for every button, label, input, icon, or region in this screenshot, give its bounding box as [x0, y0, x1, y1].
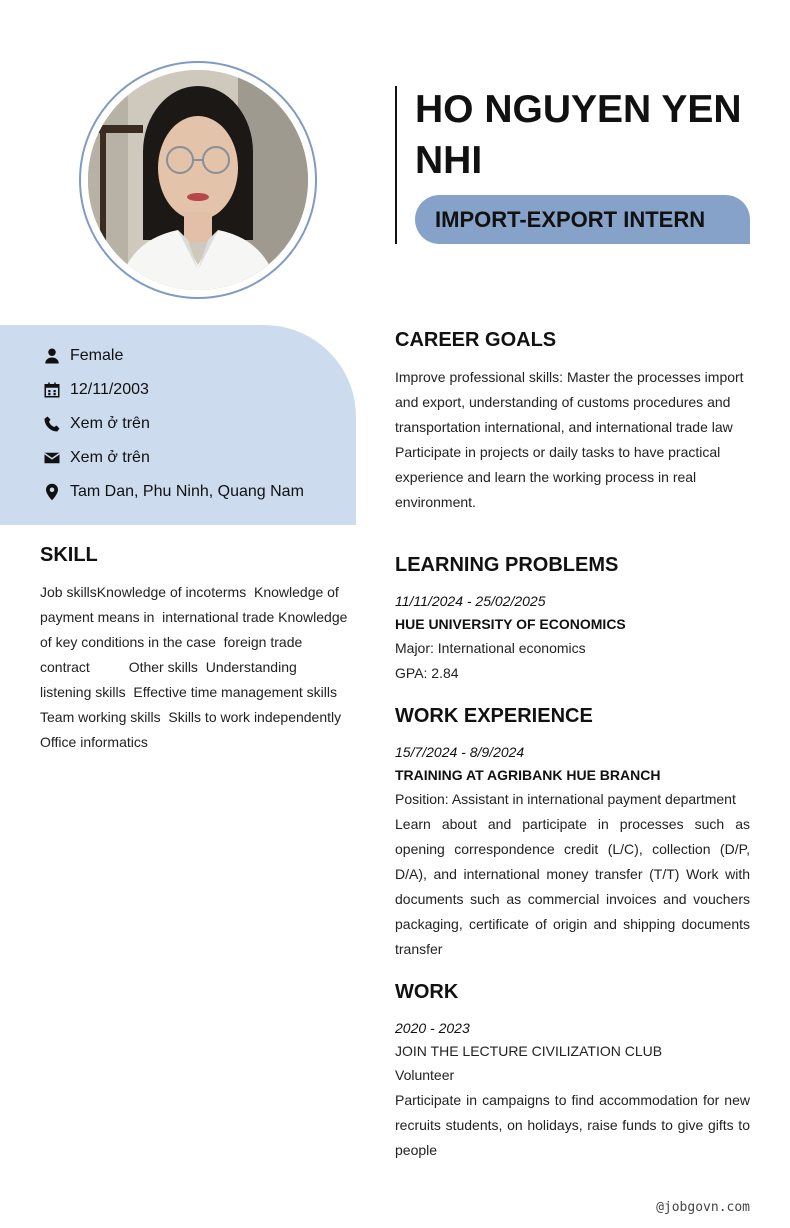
contact-email [42, 447, 352, 469]
skill-heading: SKILL [40, 544, 98, 566]
work-experience-org: TRAINING AT AGRIBANK HUE BRANCH [395, 767, 661, 783]
calendar-icon [42, 380, 62, 400]
contact-address-text: Tam Dan, Phu Ninh, Quang Nam [70, 483, 304, 500]
contact-gender-text: Female [70, 347, 124, 364]
mail-icon [42, 448, 62, 468]
contact-phone-text: Xem ở trên [70, 415, 150, 432]
career-goals-heading: CAREER GOALS [395, 329, 557, 351]
work-experience-position: Position: Assistant in international payment department [395, 791, 736, 807]
role-title: IMPORT-EXPORT INTERN [435, 207, 706, 232]
work-org: JOIN THE LECTURE CIVILIZATION CLUB [395, 1043, 663, 1059]
contact-address [42, 481, 352, 503]
learning-heading: LEARNING PROBLEMS [395, 554, 619, 576]
learning-gpa: GPA: 2.84 [395, 665, 459, 681]
learning-major: Major: International economics [395, 640, 586, 656]
location-pin-icon [42, 482, 62, 502]
contact-email-text: Xem ở trên [70, 449, 150, 466]
contact-phone [42, 413, 352, 435]
watermark: @jobgovn.com [656, 1200, 750, 1215]
work-experience-body: Learn about and participate in processes such as opening correspondence credit (L/C), collection (D/P, D/A), and international money transfer (T/T) Work with documents such as commercial invoices and vouchers packaging, certificate of origin and shipping documents transfer [395, 816, 750, 957]
name-divider [395, 86, 397, 244]
work-experience-heading: WORK EXPERIENCE [395, 705, 593, 727]
contact-gender [42, 345, 352, 367]
role-badge [415, 195, 750, 244]
learning-dates: 11/11/2024 - 25/02/2025 [395, 593, 546, 609]
learning-school: HUE UNIVERSITY OF ECONOMICS [395, 616, 626, 632]
contact-birthdate [42, 379, 352, 401]
career-goals-body: Improve professional skills: Master the processes import and export, understanding of customs procedures and transportation international, and international trade law Participate in projects or daily tasks to have practical experience and learn the working process in real environment. [395, 369, 744, 510]
work-body: Participate in campaigns to find accommodation for new recruits students, on holidays, raise funds to give gifts to people [395, 1092, 750, 1158]
phone-icon [42, 414, 62, 434]
skill-body: Job skillsKnowledge of incoterms Knowledge of payment means in international trade Knowledge of key conditions in the case foreign trade contract Other skills Understanding listening skills Effective time management skills Team working skills Skills to work independently Office informatics [40, 584, 352, 750]
work-experience-dates: 15/7/2024 - 8/9/2024 [395, 744, 525, 760]
portrait-image [88, 70, 308, 290]
profile-photo [88, 70, 308, 290]
work-dates: 2020 - 2023 [395, 1020, 470, 1036]
person-icon [42, 346, 62, 366]
work-heading: WORK [395, 981, 459, 1003]
candidate-name: HO NGUYEN YEN NHI [415, 88, 742, 182]
work-position: Volunteer [395, 1067, 455, 1083]
contact-birthdate-text: 12/11/2003 [70, 381, 149, 398]
